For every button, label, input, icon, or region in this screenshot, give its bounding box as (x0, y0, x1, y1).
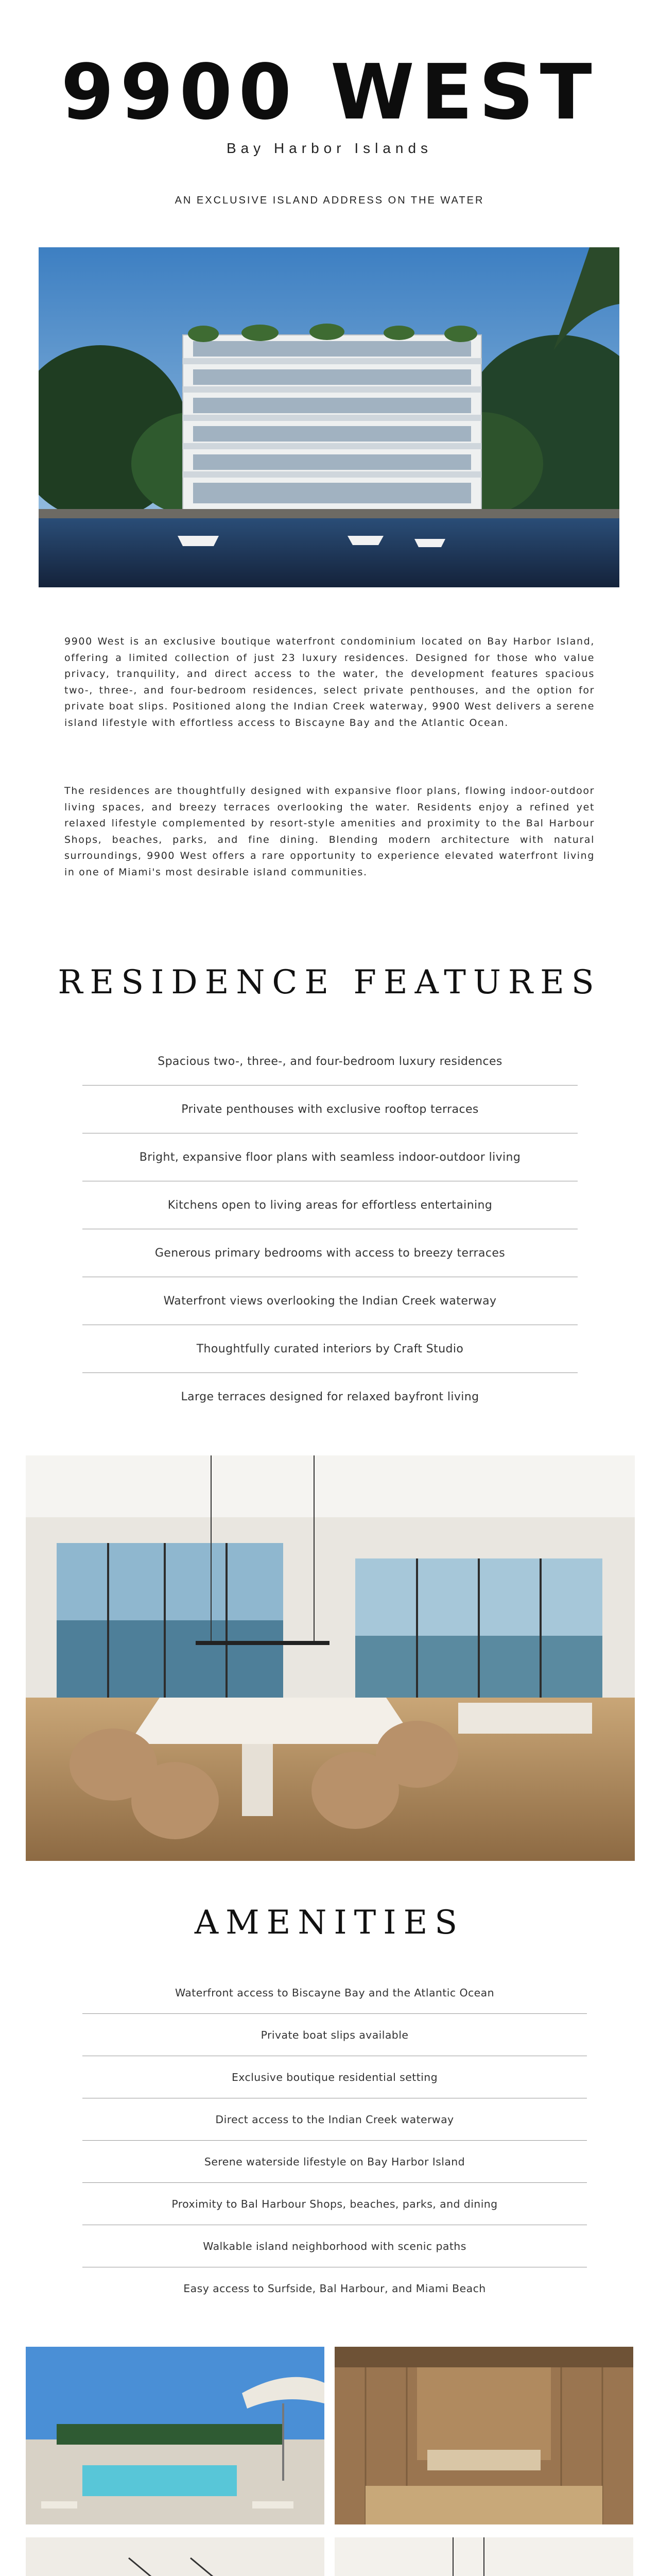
list-item: Direct access to the Indian Creek waterway (82, 2098, 587, 2141)
list-item: Spacious two-, three-, and four-bedroom luxury residences (82, 1038, 578, 1086)
list-item: Exclusive boutique residential setting (82, 2056, 587, 2098)
features-heading: RESIDENCE FEATURES (58, 963, 601, 1002)
list-item: Serene waterside lifestyle on Bay Harbor Island (82, 2141, 587, 2183)
list-item: Large terraces designed for relaxed bayfront living (181, 1391, 479, 1403)
amenities-list (82, 1972, 587, 2310)
list-item: Bright, expansive floor plans with seamless indoor-outdoor living (82, 1133, 578, 1181)
pool-deck-image (26, 2347, 324, 2524)
list-item: Proximity to Bal Harbour Shops, beaches, parks, and dining (82, 2183, 587, 2225)
list-item: Waterfront access to Biscayne Bay and the Atlantic Ocean (82, 1972, 587, 2014)
building-exterior-image (39, 247, 619, 587)
list-item: Walkable island neighborhood with scenic paths (82, 2225, 587, 2267)
list-item: Waterfront views overlooking the Indian Creek waterway (82, 1277, 578, 1325)
list-item: Thoughtfully curated interiors by Craft Studio (82, 1325, 578, 1373)
intro-paragraph-2: The residences are thoughtfully designed with expansive floor plans, flowing indoor-outdoor living spaces, and breezy terraces overlooking the water. Residents enjoy a refined yet relaxed lifestyle complemented by resort-style amenities and proximity to the Bal Harbour Shops, beaches, parks, and fine dining. Blending modern architecture with natural surroundings, 9900 West offers a rare opportunity to experience elevated waterfront living in one of Miami's most desirable island communities. (64, 785, 595, 878)
list-item: Generous primary bedrooms with access to breezy terraces (82, 1229, 578, 1277)
fitness-center-image (26, 2537, 324, 2576)
game-lounge-image (335, 2537, 633, 2576)
list-item: Kitchens open to living areas for effortless entertaining (82, 1181, 578, 1229)
tagline: AN EXCLUSIVE ISLAND ADDRESS ON THE WATER (175, 195, 484, 206)
list-item: Private boat slips available (82, 2014, 587, 2056)
spa-room-image (335, 2347, 633, 2524)
location-subtitle: Bay Harbor Islands (226, 140, 433, 156)
features-list (82, 1038, 578, 1421)
page-title: 9900 WEST (61, 48, 598, 137)
amenities-heading: AMENITIES (194, 1904, 465, 1942)
list-item: Easy access to Surfside, Bal Harbour, and Miami Beach (183, 2282, 486, 2295)
intro-paragraph-1: 9900 West is an exclusive boutique waterfront condominium located on Bay Harbor Island, offering a limited collection of just 23 luxury residences. Designed for those who value privacy, tranquility, and direct access to the water, the development features spacious two-, three-, and four-bedroom residences, select private penthouses, and the option for private boat slips. Positioned along the Indian Creek waterway, 9900 West delivers a serene island lifestyle with effortless access to Biscayne Bay and the Atlantic Ocean. (64, 636, 595, 728)
list-item: Private penthouses with exclusive rooftop terraces (82, 1086, 578, 1133)
dining-room-image (26, 1455, 635, 1861)
